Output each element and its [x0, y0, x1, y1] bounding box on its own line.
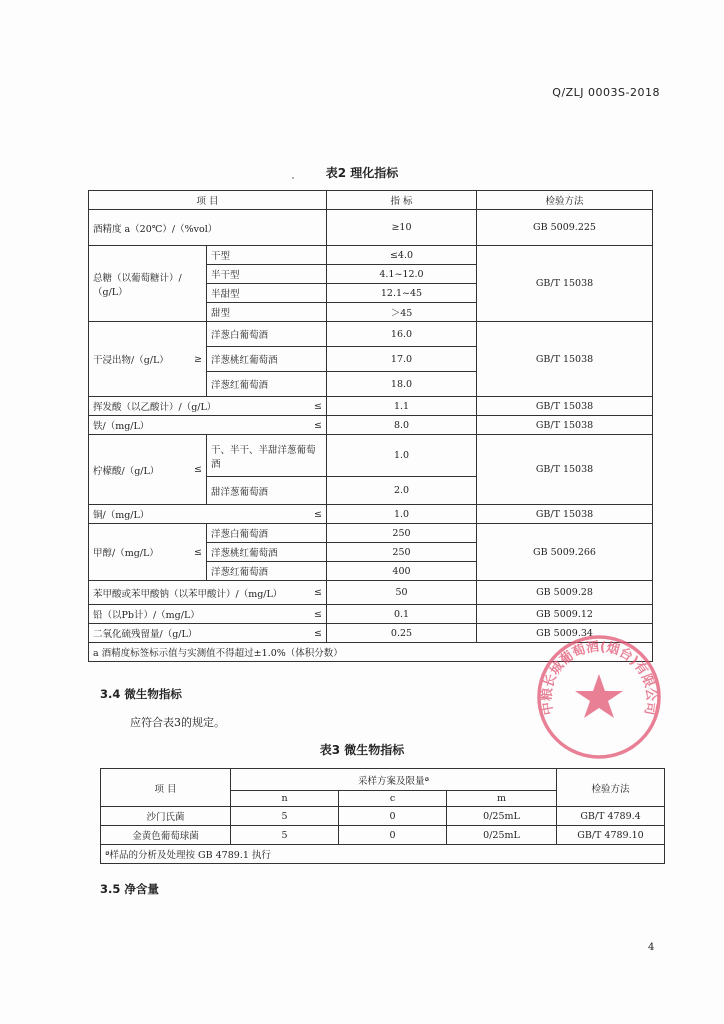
salmonella-n: 5	[231, 807, 339, 826]
section-3-4-heading: 3.4 微生物指标	[100, 687, 182, 701]
extract-value: 16.0	[327, 322, 477, 347]
table-row	[89, 505, 653, 524]
iron-value: 8.0	[327, 416, 477, 435]
salmonella-item: 沙门氏菌	[101, 807, 231, 826]
table-row	[101, 807, 665, 826]
copper-symbol: ≤	[314, 508, 322, 520]
iron-symbol: ≤	[314, 419, 322, 431]
header-c: c	[339, 791, 447, 807]
so2-label-cell	[89, 624, 327, 643]
citric-value: 1.0	[327, 435, 477, 477]
table-row	[89, 246, 653, 265]
extract-symbol: ≥	[194, 353, 202, 365]
extract-value: 18.0	[327, 372, 477, 397]
benzoic-value: 50	[327, 581, 477, 605]
sugar-label: 总糖（以葡萄糖计）/（g/L）	[89, 246, 207, 322]
header-method: 检验方法	[477, 191, 653, 210]
table-header-row	[101, 769, 665, 791]
staph-m: 0/25mL	[447, 826, 557, 845]
methanol-type: 洋葱红葡萄酒	[207, 562, 327, 581]
header-indicator: 指 标	[327, 191, 477, 210]
methanol-symbol: ≤	[194, 546, 202, 558]
methanol-method: GB 5009.266	[477, 524, 653, 581]
iron-label: 铁/（mg/L）	[93, 421, 150, 432]
header-m: m	[447, 791, 557, 807]
header-n: n	[231, 791, 339, 807]
copper-label-cell	[89, 505, 327, 524]
so2-label: 二氧化硫残留量/（g/L）	[93, 629, 198, 640]
volatile-method: GB/T 15038	[477, 397, 653, 416]
salmonella-method: GB/T 4789.4	[557, 807, 665, 826]
extract-type: 洋葱白葡萄酒	[207, 322, 327, 347]
citric-label: 柠檬酸/（g/L）	[93, 465, 160, 477]
volatile-value: 1.1	[327, 397, 477, 416]
sugar-type: 半干型	[207, 265, 327, 284]
extract-type: 洋葱桃红葡萄酒	[207, 347, 327, 372]
table-footnote-row	[101, 845, 665, 864]
citric-label-cell	[89, 435, 207, 505]
table-header-row	[89, 191, 653, 210]
sugar-value: 4.1~12.0	[327, 265, 477, 284]
lead-symbol: ≤	[314, 608, 322, 620]
volatile-label-cell	[89, 397, 327, 416]
header-item: 项 目	[89, 191, 327, 210]
so2-method: GB 5009.34	[477, 624, 653, 643]
header-method: 检验方法	[557, 769, 665, 807]
sugar-type: 甜型	[207, 303, 327, 322]
table-row	[89, 605, 653, 624]
table3-caption: 表3 微生物指标	[319, 743, 405, 757]
table2-caption: 表2 理化指标	[325, 166, 399, 180]
methanol-value: 250	[327, 524, 477, 543]
extract-method: GB/T 15038	[477, 322, 653, 397]
citric-value: 2.0	[327, 477, 477, 505]
staph-method: GB/T 4789.10	[557, 826, 665, 845]
salmonella-c: 0	[339, 807, 447, 826]
seal-text: 中粮长城葡萄酒(烟台)有限公司	[539, 639, 659, 717]
methanol-label: 甲醇/（mg/L）	[93, 548, 159, 559]
header-plan: 采样方案及限量ª	[231, 769, 557, 791]
table-row	[89, 397, 653, 416]
methanol-type: 洋葱白葡萄酒	[207, 524, 327, 543]
table3-footnote: ª样品的分析及处理按 GB 4789.1 执行	[101, 845, 665, 864]
methanol-value: 250	[327, 543, 477, 562]
citric-method: GB/T 15038	[477, 435, 653, 505]
header-item: 项 目	[101, 769, 231, 807]
methanol-label-cell	[89, 524, 207, 581]
copper-value: 1.0	[327, 505, 477, 524]
salmonella-m: 0/25mL	[447, 807, 557, 826]
staph-n: 5	[231, 826, 339, 845]
benzoic-label: 苯甲酸或苯甲酸钠（以苯甲酸计）/（mg/L）	[93, 588, 283, 600]
lead-label: 铅（以Pb计）/（mg/L）	[93, 610, 200, 621]
lead-value: 0.1	[327, 605, 477, 624]
table-row	[89, 524, 653, 543]
table-row	[89, 322, 653, 347]
methanol-type: 洋葱桃红葡萄酒	[207, 543, 327, 562]
staph-c: 0	[339, 826, 447, 845]
standard-number: Q/ZLJ 0003S-2018	[552, 86, 660, 99]
volatile-label: 挥发酸（以乙酸计）/（g/L）	[93, 402, 217, 413]
methanol-value: 400	[327, 562, 477, 581]
sugar-type: 半甜型	[207, 284, 327, 303]
alcohol-label: 酒精度 a（20℃）/（%vol）	[89, 210, 327, 246]
extract-label: 干浸出物/（g/L）	[93, 355, 169, 366]
staph-item: 金黄色葡萄球菌	[101, 826, 231, 845]
citric-type: 甜洋葱葡萄酒	[207, 477, 327, 505]
table-row	[89, 210, 653, 246]
microbiological-table	[100, 768, 665, 864]
physicochemical-table	[88, 190, 653, 662]
citric-type: 干、半干、半甜洋葱葡萄酒	[207, 435, 327, 477]
iron-label-cell	[89, 416, 327, 435]
extract-value: 17.0	[327, 347, 477, 372]
sugar-type: 干型	[207, 246, 327, 265]
benzoic-symbol: ≤	[314, 587, 322, 598]
table2-footnote: a 酒精度标签标示值与实测值不得超过±1.0%（体积分数）	[89, 643, 653, 662]
iron-method: GB/T 15038	[477, 416, 653, 435]
lead-label-cell	[89, 605, 327, 624]
sugar-method: GB/T 15038	[477, 246, 653, 322]
extract-label-cell	[89, 322, 207, 397]
volatile-symbol: ≤	[314, 400, 322, 412]
section-3-4-text: 应符合表3的规定。	[130, 716, 225, 729]
page-number: 4	[648, 942, 655, 953]
alcohol-method: GB 5009.225	[477, 210, 653, 246]
so2-value: 0.25	[327, 624, 477, 643]
sugar-value: 12.1~45	[327, 284, 477, 303]
so2-symbol: ≤	[314, 627, 322, 639]
benzoic-method: GB 5009.28	[477, 581, 653, 605]
table-row	[89, 581, 653, 605]
lead-method: GB 5009.12	[477, 605, 653, 624]
table-row	[101, 826, 665, 845]
table-row	[89, 416, 653, 435]
sugar-value: ≤4.0	[327, 246, 477, 265]
alcohol-value: ≥10	[327, 210, 477, 246]
section-3-5-heading: 3.5 净含量	[100, 882, 159, 896]
seal-star	[575, 674, 623, 718]
extract-type: 洋葱红葡萄酒	[207, 372, 327, 397]
copper-label: 铜/（mg/L）	[93, 510, 150, 521]
citric-symbol: ≤	[194, 464, 202, 475]
copper-method: GB/T 15038	[477, 505, 653, 524]
benzoic-label-cell	[89, 581, 327, 605]
sugar-value: ＞45	[327, 303, 477, 322]
table-row	[89, 435, 653, 477]
company-seal-icon	[534, 632, 664, 762]
